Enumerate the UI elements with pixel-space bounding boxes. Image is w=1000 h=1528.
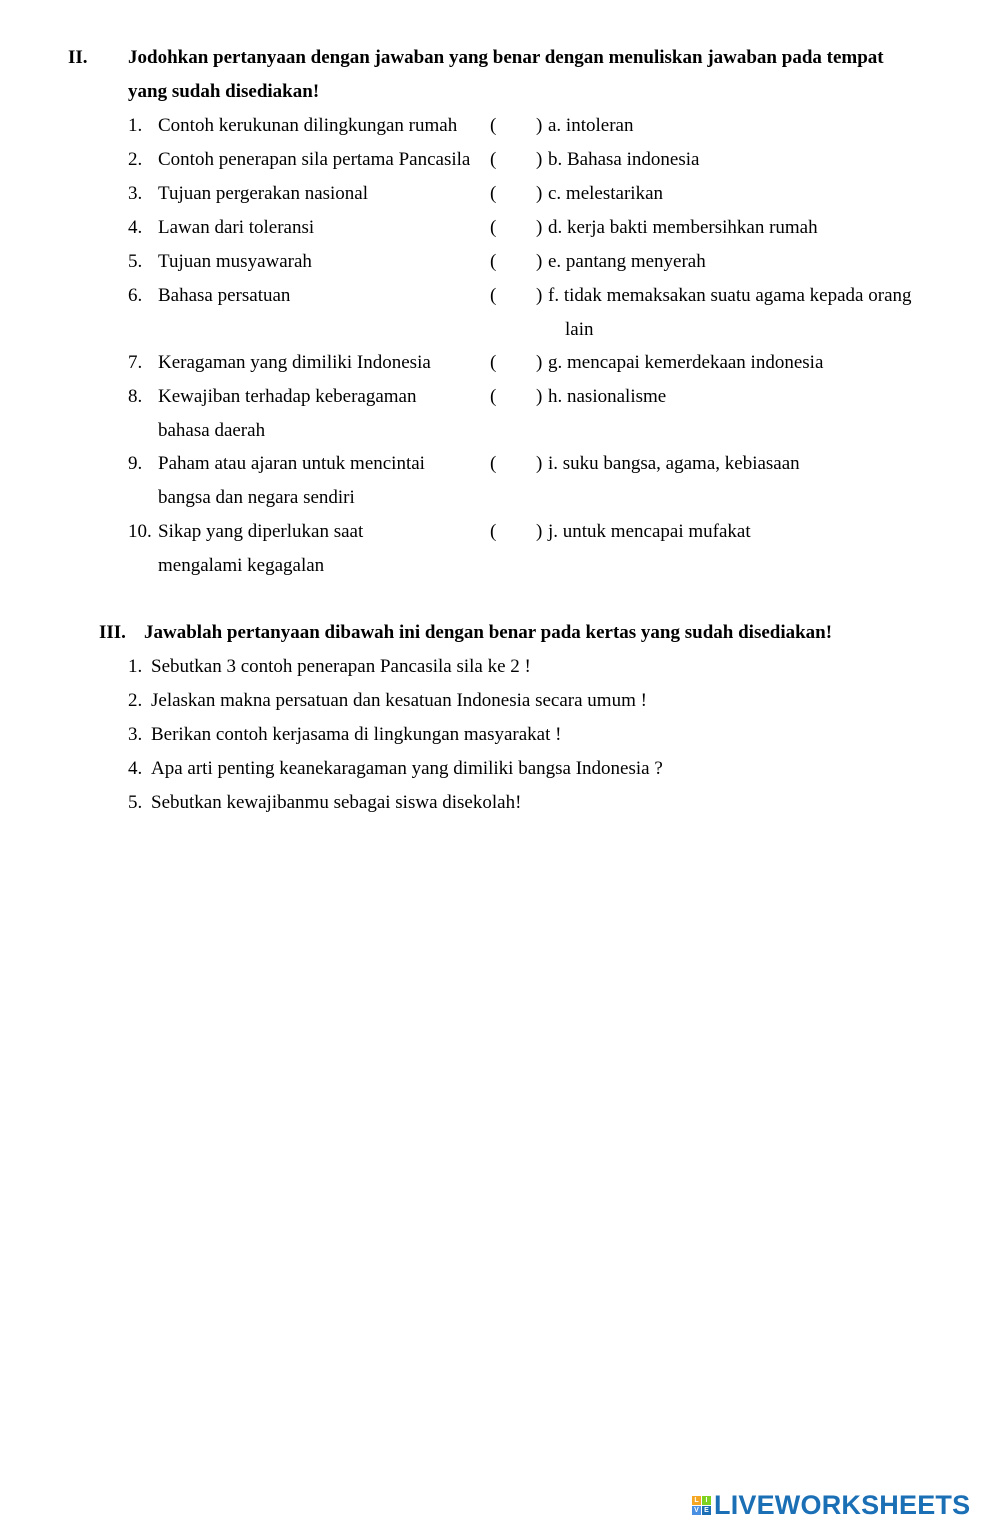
answer-input[interactable] (500, 183, 534, 207)
question-text: Tujuan musyawarah (158, 251, 312, 272)
paren-open: ( (490, 521, 497, 542)
question-text-continued: mengalami kegagalan (158, 555, 325, 576)
answer-option: a. intoleran (548, 115, 634, 136)
answer-option: i. suku bangsa, agama, kebiasaan (548, 453, 800, 474)
paren-open: ( (490, 386, 497, 407)
paren-close: ) (536, 217, 543, 238)
paren-open: ( (490, 217, 497, 238)
paren-close: ) (536, 386, 543, 407)
answer-input[interactable] (500, 115, 534, 139)
paren-close: ) (536, 285, 543, 306)
paren-open: ( (490, 115, 497, 136)
question-number: 9. (128, 453, 143, 474)
paren-close: ) (536, 149, 543, 170)
question-number: 2. (128, 149, 143, 170)
paren-open: ( (490, 251, 497, 272)
question-text: Lawan dari toleransi (158, 217, 315, 238)
question-number: 10. (128, 521, 152, 542)
paren-close: ) (536, 251, 543, 272)
essay-question-number: 3. (128, 724, 143, 745)
question-text: Contoh kerukunan dilingkungan rumah (158, 115, 458, 136)
answer-option: c. melestarikan (548, 183, 664, 204)
essay-question-text: Sebutkan 3 contoh penerapan Pancasila sila ke 2 ! (151, 656, 531, 677)
answer-input[interactable] (500, 285, 534, 309)
question-number: 7. (128, 352, 143, 373)
answer-option: d. kerja bakti membersihkan rumah (548, 217, 818, 238)
answer-input[interactable] (500, 217, 534, 241)
essay-question-text: Berikan contoh kerjasama di lingkungan masyarakat ! (151, 724, 562, 745)
answer-input[interactable] (500, 521, 534, 545)
essay-question-text: Sebutkan kewajibanmu sebagai siswa disekolah! (151, 792, 522, 813)
answer-option: f. tidak memaksakan suatu agama kepada orang (548, 285, 912, 306)
question-number: 6. (128, 285, 143, 306)
paren-open: ( (490, 453, 497, 474)
paren-close: ) (536, 521, 543, 542)
question-text-continued: bangsa dan negara sendiri (158, 487, 355, 508)
question-text-continued: bahasa daerah (158, 420, 266, 441)
question-number: 4. (128, 217, 143, 238)
answer-input[interactable] (500, 386, 534, 410)
answer-option: e. pantang menyerah (548, 251, 706, 272)
section-2-instruction-line-2: yang sudah disediakan! (128, 81, 320, 102)
question-text: Keragaman yang dimiliki Indonesia (158, 352, 431, 373)
essay-question-text: Jelaskan makna persatuan dan kesatuan Indonesia secara umum ! (151, 690, 647, 711)
section-2-number: II. (68, 47, 88, 68)
question-text: Paham atau ajaran untuk mencintai (158, 453, 425, 474)
liveworksheets-logo-icon: L I V E (692, 1496, 711, 1515)
section-3-instruction: Jawablah pertanyaan dibawah ini dengan benar pada kertas yang sudah disediakan! (144, 622, 833, 643)
paren-close: ) (536, 453, 543, 474)
answer-option: j. untuk mencapai mufakat (548, 521, 751, 542)
answer-input[interactable] (500, 251, 534, 275)
answer-input[interactable] (500, 453, 534, 477)
essay-question-text: Apa arti penting keanekaragaman yang dimiliki bangsa Indonesia ? (151, 758, 663, 779)
essay-question-number: 2. (128, 690, 143, 711)
section-2-instruction-line-1: Jodohkan pertanyaan dengan jawaban yang benar dengan menuliskan jawaban pada tempat (128, 47, 884, 68)
paren-close: ) (536, 183, 543, 204)
paren-close: ) (536, 352, 543, 373)
liveworksheets-logo[interactable] (692, 1490, 970, 1520)
question-number: 3. (128, 183, 143, 204)
answer-option: h. nasionalisme (548, 386, 667, 407)
essay-question-number: 4. (128, 758, 143, 779)
question-number: 5. (128, 251, 143, 272)
paren-open: ( (490, 183, 497, 204)
answer-input[interactable] (500, 149, 534, 173)
paren-open: ( (490, 149, 497, 170)
question-text: Bahasa persatuan (158, 285, 291, 306)
answer-input[interactable] (500, 352, 534, 376)
answer-option-continued: lain (565, 319, 594, 340)
paren-open: ( (490, 285, 497, 306)
question-text: Contoh penerapan sila pertama Pancasila (158, 149, 471, 170)
section-3-number: III. (99, 622, 126, 643)
question-text: Kewajiban terhadap keberagaman (158, 386, 417, 407)
answer-option: g. mencapai kemerdekaan indonesia (548, 352, 824, 373)
essay-question-number: 5. (128, 792, 143, 813)
question-number: 1. (128, 115, 143, 136)
question-number: 8. (128, 386, 143, 407)
essay-question-number: 1. (128, 656, 143, 677)
liveworksheets-logo-text: LIVEWORKSHEETS (714, 1489, 971, 1520)
paren-open: ( (490, 352, 497, 373)
paren-close: ) (536, 115, 543, 136)
question-text: Sikap yang diperlukan saat (158, 521, 364, 542)
answer-option: b. Bahasa indonesia (548, 149, 700, 170)
question-text: Tujuan pergerakan nasional (158, 183, 369, 204)
